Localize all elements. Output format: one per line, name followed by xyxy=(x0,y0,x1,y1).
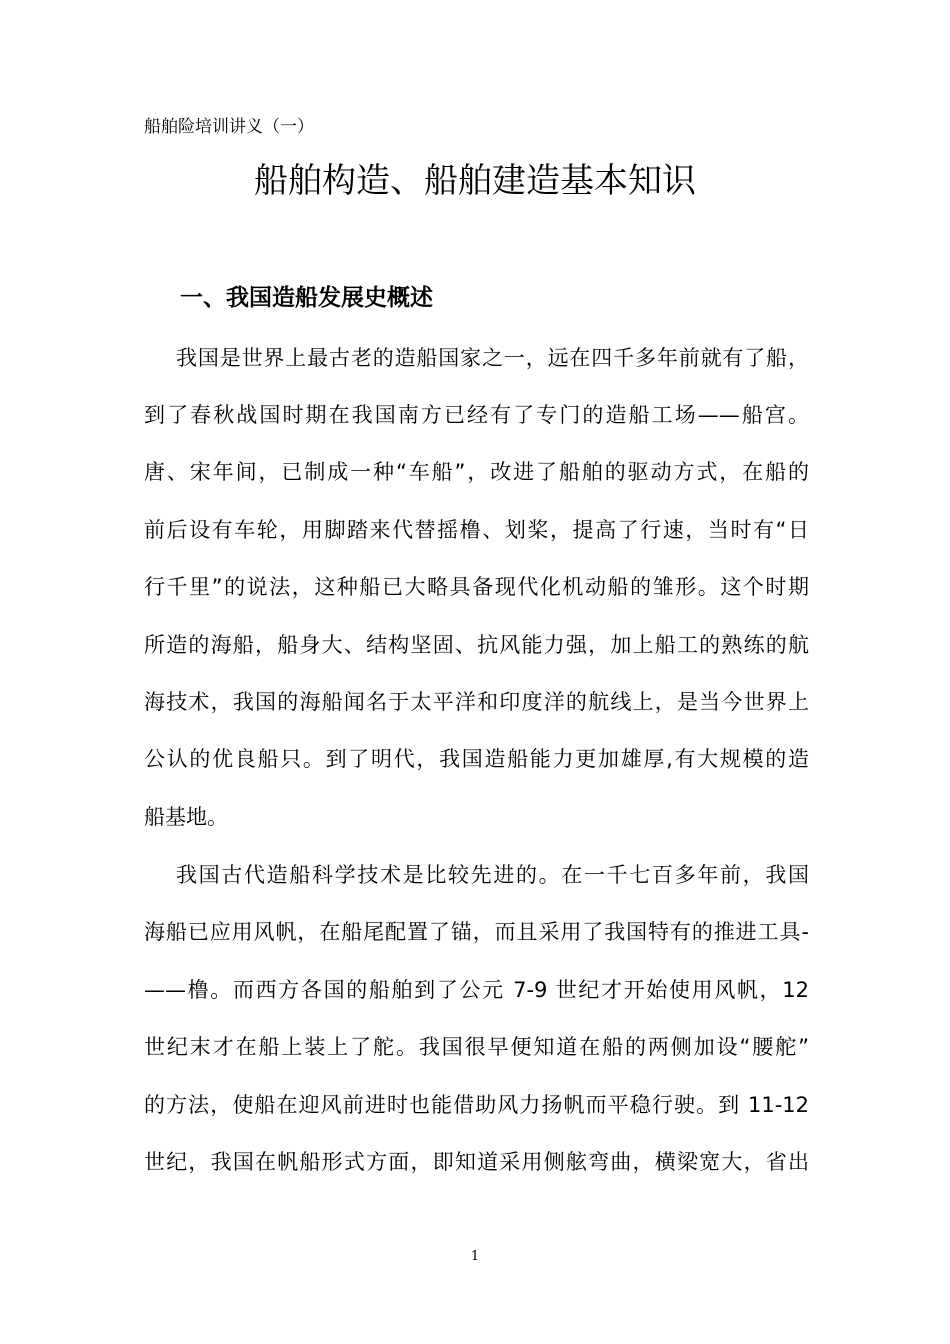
paragraph-2-line-6: 世纪，我国在帆船形式方面，即知道采用侧舷弯曲，横梁宽大，省出 xyxy=(144,1150,809,1174)
paragraph-2-line-3: ——橹。而西方各国的船舶到了公元 7-9 世纪才开始使用风帆，12 xyxy=(144,978,809,1002)
paragraph-2-line-2: 海船已应用风帆，在船尾配置了锚，而且采用了我国特有的推进工具- xyxy=(144,920,809,944)
paragraph-1-line-5: 行千里”的说法，这种船已大略具备现代化机动船的雏形。这个时期 xyxy=(144,575,809,599)
section-heading: 一、我国造船发展史概述 xyxy=(180,285,433,311)
paragraph-1-line-8: 公认的优良船只。到了明代，我国造船能力更加雄厚,有大规模的造 xyxy=(144,747,809,771)
page-number: 1 xyxy=(470,1249,480,1264)
paragraph-1-line-7: 海技术，我国的海船闻名于太平洋和印度洋的航线上，是当今世界上 xyxy=(144,690,809,714)
paragraph-2-line-1: 我国古代造船科学技术是比较先进的。在一千七百多年前，我国 xyxy=(176,863,809,887)
header-note: 船舶险培训讲义（一） xyxy=(144,117,314,137)
paragraph-1-line-4: 前后设有车轮，用脚踏来代替摇橹、划桨，提高了行速，当时有“日 xyxy=(144,518,809,542)
paragraph-1-line-6: 所造的海船，船身大、结构坚固、抗风能力强，加上船工的熟练的航 xyxy=(144,633,809,657)
paragraph-2-line-4: 世纪末才在船上装上了舵。我国很早便知道在船的两侧加设“腰舵” xyxy=(144,1035,809,1059)
paragraph-2-line-5: 的方法，使船在迎风前进时也能借助风力扬帆而平稳行驶。到 11-12 xyxy=(144,1093,809,1117)
paragraph-1-line-9: 船基地。 xyxy=(144,805,228,829)
paragraph-1-line-1: 我国是世界上最古老的造船国家之一，远在四千多年前就有了船， xyxy=(176,346,809,370)
paragraph-1-line-2: 到了春秋战国时期在我国南方已经有了专门的造船工场——船宫。 xyxy=(144,403,809,427)
document-title: 船舶构造、船舶建造基本知识 xyxy=(254,161,696,201)
paragraph-1-line-3: 唐、宋年间，已制成一种“车船”，改进了船舶的驱动方式，在船的 xyxy=(144,460,809,484)
